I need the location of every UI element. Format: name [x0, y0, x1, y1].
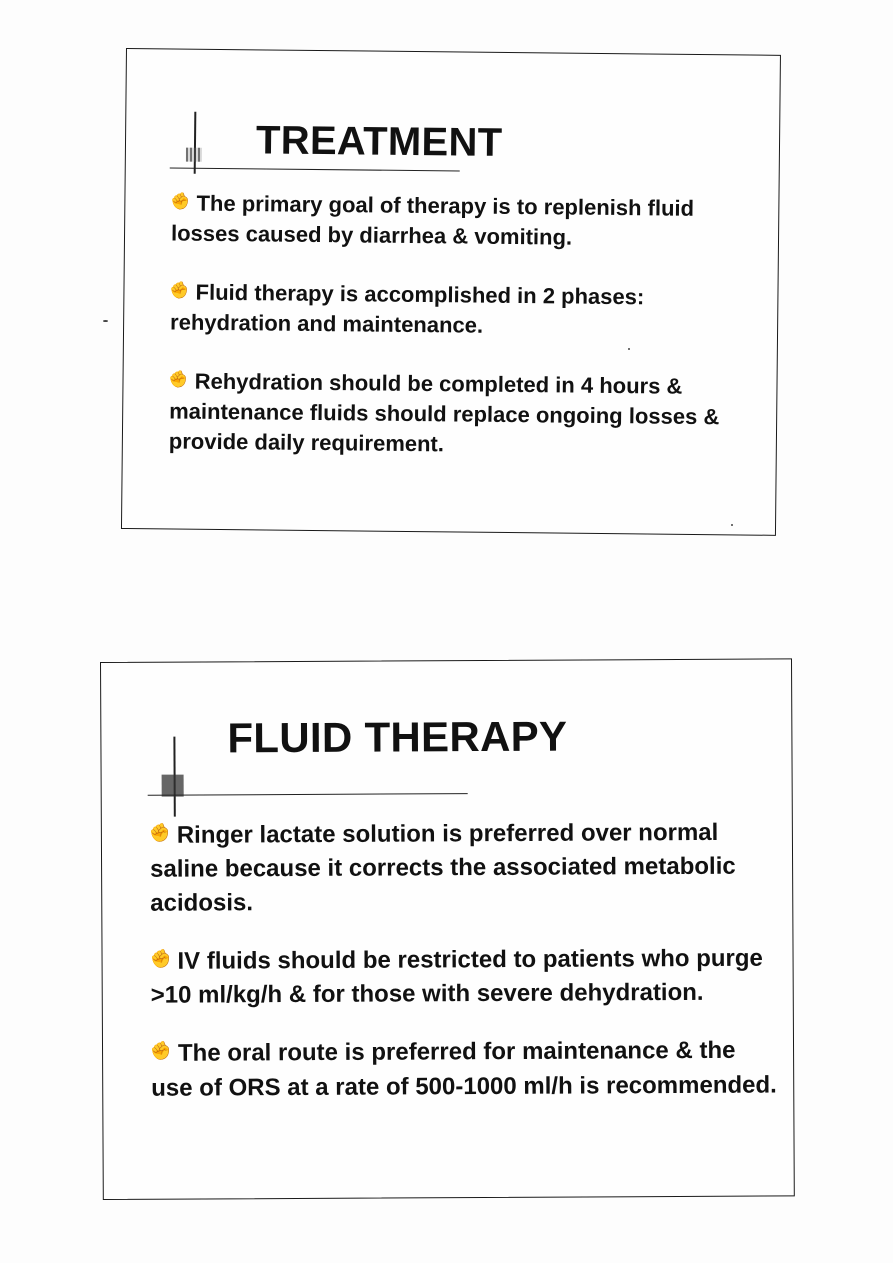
bullet-item	[147, 813, 781, 920]
title-underline	[148, 793, 468, 796]
bullet-text: Fluid therapy is accomplished in 2 phases: rehydration and maintenance.	[170, 279, 645, 338]
scan-speck	[731, 524, 733, 526]
slide-title: TREATMENT	[255, 118, 503, 165]
bullet-text: The oral route is preferred for maintenance & the use of ORS at a rate of 500-1000 ml/h is recommended.	[151, 1037, 777, 1102]
bullet-list	[168, 187, 761, 490]
slide-fluid-therapy	[100, 658, 795, 1200]
slide-title: FLUID THERAPY	[227, 712, 568, 762]
bullet-item	[170, 276, 761, 343]
title-underline	[170, 167, 460, 171]
title-marker-blot	[162, 775, 184, 797]
bullet-text: The primary goal of therapy is to replenish fluid losses caused by diarrhea & vomiting.	[170, 190, 695, 250]
hand-pointer-icon: ✊	[168, 190, 193, 214]
bullet-text: IV fluids should be restricted to patients who purge >10 ml/kg/h & for those with severe dehydration.	[150, 944, 763, 1010]
bullet-list	[147, 813, 782, 1127]
hand-pointer-icon: ✊	[147, 820, 174, 846]
slide-treatment	[121, 48, 781, 536]
title-marker	[194, 112, 197, 174]
bullet-item	[169, 365, 760, 462]
hand-pointer-icon: ✊	[167, 368, 191, 391]
bullet-item	[147, 940, 780, 1013]
bullet-item	[148, 1032, 781, 1105]
scan-speck	[628, 348, 630, 350]
hand-pointer-icon: ✊	[148, 1039, 175, 1065]
hand-pointer-icon: ✊	[147, 946, 174, 972]
bullet-text: Ringer lactate solution is preferred over normal saline because it corrects the associated metabolic acidosis.	[150, 818, 736, 917]
title-marker-blot	[186, 148, 202, 162]
scan-speck	[103, 320, 108, 322]
hand-pointer-icon: ✊	[168, 279, 192, 303]
bullet-text: Rehydration should be completed in 4 hours & maintenance fluids should replace ongoing losses & provide daily requirement.	[168, 368, 720, 456]
bullet-item	[168, 187, 762, 254]
